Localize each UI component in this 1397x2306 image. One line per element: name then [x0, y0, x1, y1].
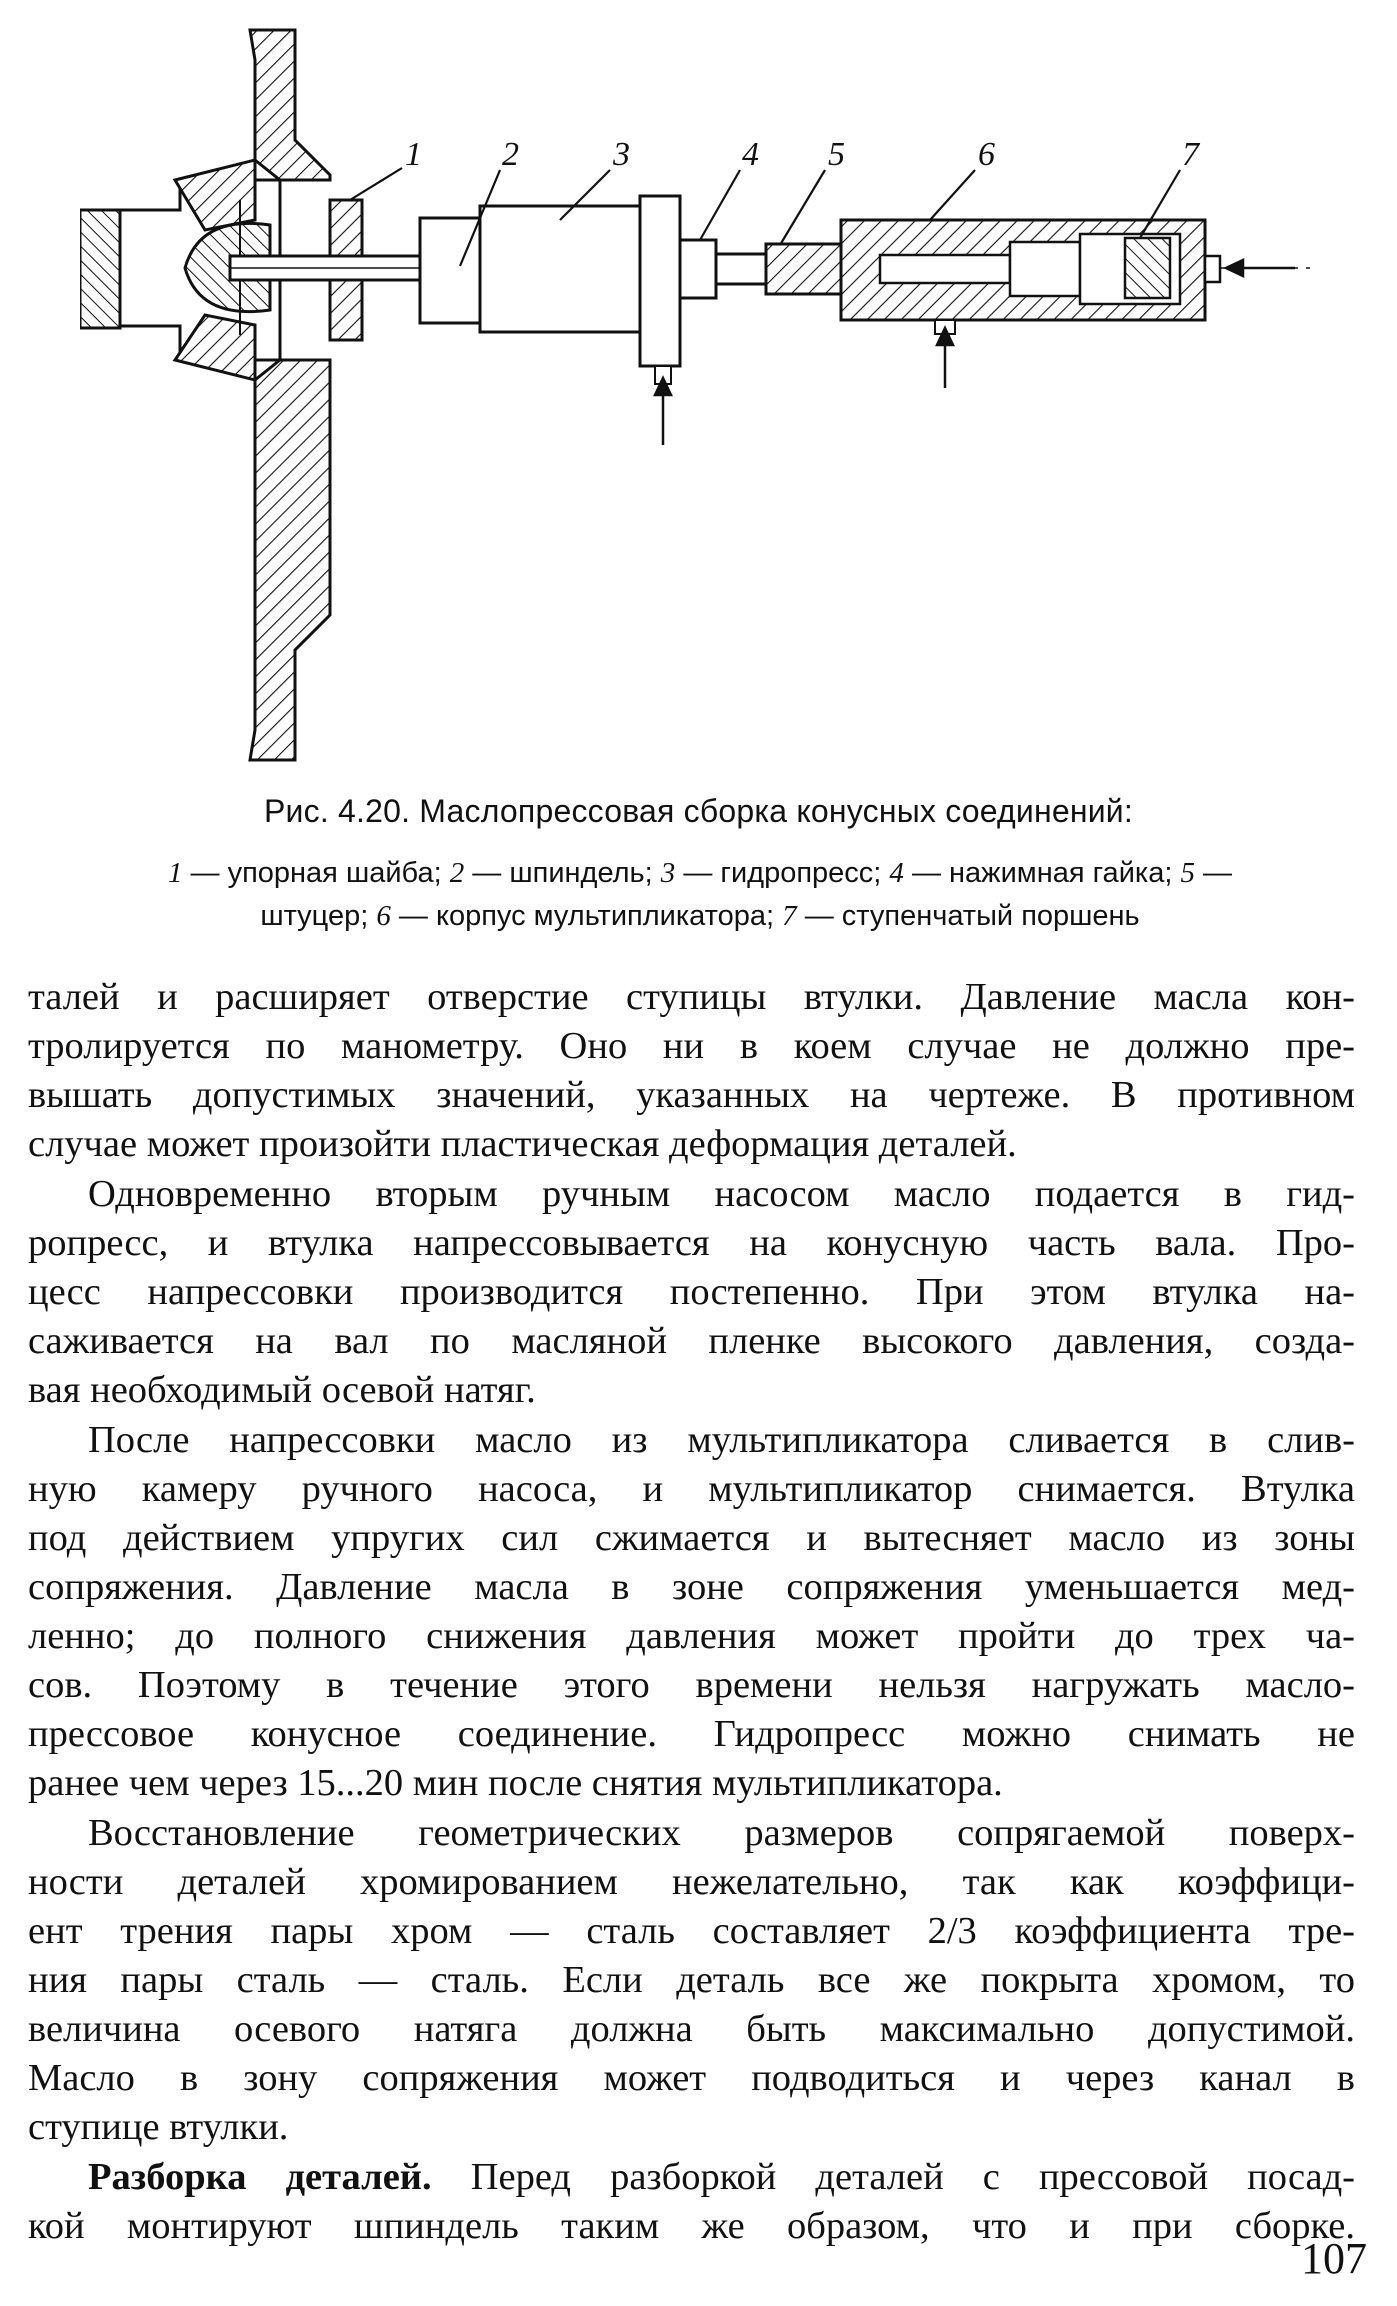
legend-text: — упорная шайба;: [182, 857, 450, 889]
callout-6: 6: [978, 136, 995, 173]
pressure-nut: [680, 240, 716, 298]
text-line: ент трения пары хром — сталь составляет 2/3 коэффициента тре-: [28, 1910, 1355, 1952]
hub-flange: [175, 30, 330, 760]
text-line: Одновременно вторым ручным насосом масло подается в гид-: [88, 1173, 1355, 1215]
legend-text: — корпус мультипликатора;: [390, 900, 783, 932]
text-line: величина осевого натяга должна быть максимально допустимой.: [28, 2008, 1355, 2050]
legend-num: 2: [449, 857, 465, 889]
text-line: талей и расширяет отверстие ступицы втулки. Давление масла кон-: [28, 976, 1355, 1018]
legend-text: штуцер;: [260, 900, 377, 932]
legend-text: —: [1194, 857, 1233, 889]
text-line: тролируется по манометру. Оно ни в коем случае не должно пре-: [28, 1025, 1355, 1067]
legend-num: 4: [889, 857, 904, 889]
text-line: сов. Поэтому в течение этого времени нельзя нагружать масло-: [28, 1664, 1355, 1706]
legend-num: 5: [1180, 857, 1195, 889]
text-line: ности деталей хромированием нежелательно, так как коэффици-: [28, 1861, 1355, 1903]
callout-3: 3: [613, 136, 630, 173]
text-line: сопряжения. Давление масла в зоне сопряжения уменьшается мед-: [28, 1566, 1355, 1608]
text-line: саживается на вал по масляной пленке высокого давления, созда-: [28, 1320, 1355, 1362]
text-line: ропресс, и втулка напрессовывается на конусную часть вала. Про-: [28, 1222, 1355, 1264]
text-line: Восстановление геометрических размеров сопрягаемой поверх-: [88, 1812, 1355, 1854]
text-line: ную камеру ручного насоса, и мультипликатор снимается. Втулка: [28, 1468, 1355, 1510]
text-fragment: Перед разборкой деталей с прессовой посад-: [431, 2156, 1355, 2198]
page-number: 107: [1301, 2234, 1367, 2283]
figure-hydraulic-assembly: [80, 20, 1340, 790]
text-line: кой монтируют шпиндель таким же образом, что и при сборке.: [28, 2205, 1355, 2247]
legend-num: 6: [376, 900, 391, 932]
text-line: вая необходимый осевой натяг.: [28, 1369, 536, 1411]
callout-4: 4: [742, 136, 759, 173]
legend-line-2: [30, 895, 1370, 938]
hydropress: [420, 196, 680, 384]
section-heading-disassembly: Разборка деталей.: [88, 2156, 432, 2198]
callout-7: 7: [1182, 136, 1199, 173]
fitting: [716, 244, 841, 294]
legend-text: — ступенчатый поршень: [796, 900, 1140, 932]
text-line: После напрессовки масло из мультипликатора сливается в слив-: [88, 1419, 1355, 1461]
callout-1: 1: [405, 136, 422, 173]
callout-2: 2: [502, 136, 519, 173]
text-line: ранее чем через 15...20 мин после снятия мультипликатора.: [28, 1762, 1003, 1804]
text-line: ступице втулки.: [28, 2106, 289, 2148]
stepped-piston: [1125, 238, 1170, 298]
text-line: ния пары сталь — сталь. Если деталь все же покрыта хромом, то: [28, 1959, 1355, 2001]
callout-5: 5: [828, 136, 845, 173]
legend-num: 1: [167, 857, 183, 889]
text-line: случае может произойти пластическая деформация деталей.: [28, 1123, 1017, 1165]
assembly-drawing: [80, 20, 1340, 790]
figure-caption-title: Рис. 4.20. Маслопрессовая сборка конусных соединений:: [264, 793, 1133, 829]
text-line: Масло в зону сопряжения может подводиться и через канал в: [28, 2057, 1355, 2099]
legend-text: — гидропресс;: [675, 857, 890, 889]
legend-num: 7: [782, 900, 797, 932]
text-line: прессовое конусное соединение. Гидропресс можно снимать не: [28, 1713, 1355, 1755]
legend-num: 3: [660, 857, 676, 889]
text-line: цесс напрессовки производится постепенно. При этом втулка на-: [28, 1271, 1355, 1313]
figure-caption-legend: [30, 852, 1370, 938]
legend-text: — шпиндель;: [464, 857, 661, 889]
legend-text: — нажимная гайка;: [903, 857, 1181, 889]
text-line: ленно; до полного снижения давления может пройти до трех ча-: [28, 1615, 1355, 1657]
text-line: под действием упругих сил сжимается и вытесняет масло из зоны: [28, 1517, 1355, 1559]
legend-line-1: [30, 852, 1370, 895]
text-line: вышать допустимых значений, указанных на чертеже. В противном: [28, 1074, 1355, 1116]
text-line: [88, 2155, 1355, 2199]
